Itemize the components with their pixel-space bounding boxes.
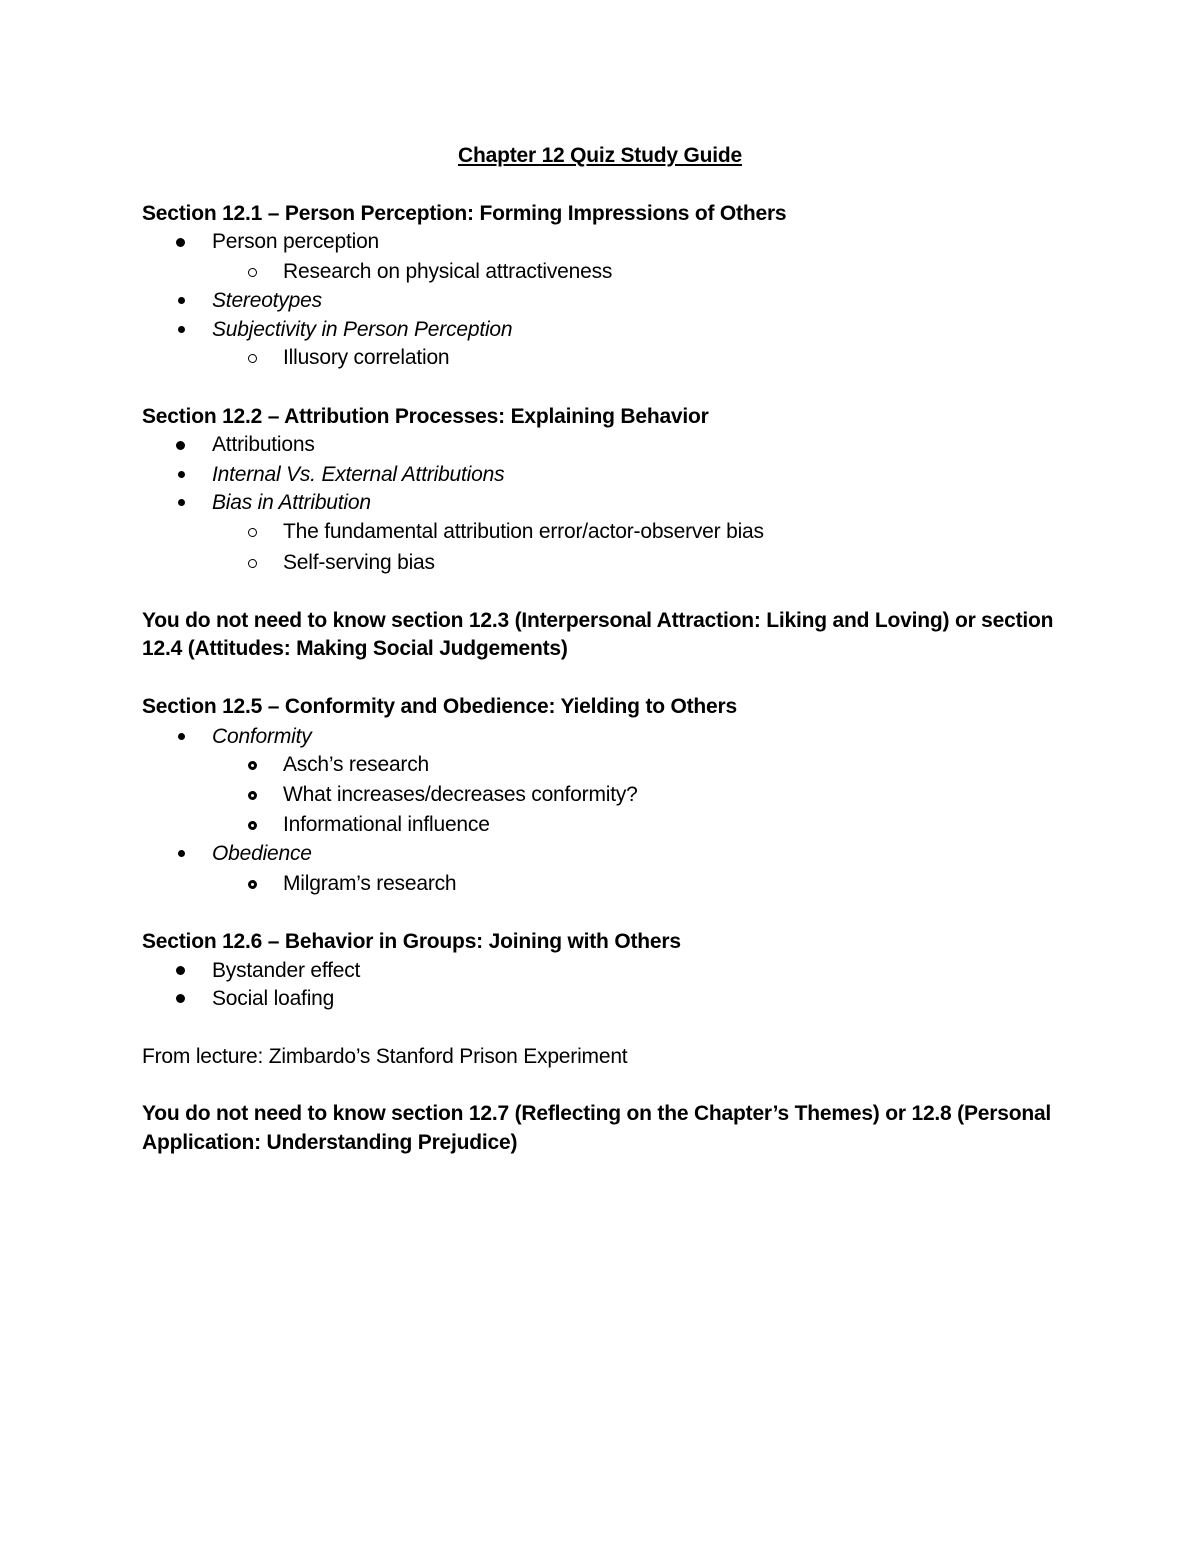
sub-list-item: Self-serving bias (283, 551, 435, 574)
sub-list-item: Asch’s research (283, 753, 430, 776)
list-item: Stereotypes (212, 289, 322, 312)
bullet-dot-icon (178, 471, 185, 478)
exclusion-note-line-2: 12.4 (Attitudes: Making Social Judgements) (142, 637, 568, 660)
bullet-circle-icon (248, 791, 257, 800)
bullet-circle-icon (248, 559, 257, 568)
sub-list-item: Research on physical attractiveness (283, 260, 613, 283)
bullet-dot-icon (176, 966, 185, 975)
sub-list-item: Informational influence (283, 813, 490, 836)
list-item: Social loafing (212, 987, 335, 1010)
list-item: Conformity (212, 725, 312, 748)
bullet-circle-icon (248, 821, 257, 830)
sub-list-item: Milgram’s research (283, 872, 457, 895)
bullet-circle-icon (248, 268, 257, 277)
list-item: Bias in Attribution (212, 491, 371, 514)
bullet-dot-icon (178, 733, 185, 740)
list-item: Bystander effect (212, 959, 361, 982)
bullet-dot-icon (178, 499, 185, 506)
list-item: Internal Vs. External Attributions (212, 463, 505, 486)
sub-list-item: Illusory correlation (283, 346, 450, 369)
exclusion-note-line-1: You do not need to know section 12.3 (Interpersonal Attraction: Liking and Loving) or section (142, 609, 1054, 632)
exclusion-note-2-line-1: You do not need to know section 12.7 (Reflecting on the Chapter’s Themes) or 12.8 (Personal (142, 1102, 1052, 1125)
exclusion-note-2-line-2: Application: Understanding Prejudice) (142, 1131, 518, 1154)
bullet-dot-icon (178, 297, 185, 304)
list-item: Obedience (212, 842, 312, 865)
lecture-note: From lecture: Zimbardo’s Stanford Prison Experiment (142, 1045, 628, 1068)
bullet-circle-icon (248, 354, 257, 363)
sub-list-item: The fundamental attribution error/actor-observer bias (283, 520, 764, 543)
bullet-dot-icon (176, 441, 185, 450)
bullet-circle-icon (248, 880, 257, 889)
bullet-dot-icon (176, 238, 185, 247)
section-12-1-heading: Section 12.1 – Person Perception: Forming Impressions of Others (142, 202, 787, 225)
section-12-2-heading: Section 12.2 – Attribution Processes: Explaining Behavior (142, 405, 709, 428)
bullet-circle-icon (248, 761, 257, 770)
bullet-dot-icon (178, 850, 185, 857)
bullet-dot-icon (178, 326, 185, 333)
document-title: Chapter 12 Quiz Study Guide (458, 144, 742, 167)
section-12-5-heading: Section 12.5 – Conformity and Obedience: Yielding to Others (142, 695, 737, 718)
list-item: Person perception (212, 230, 380, 253)
list-item: Attributions (212, 433, 315, 456)
section-12-6-heading: Section 12.6 – Behavior in Groups: Joining with Others (142, 930, 681, 953)
sub-list-item: What increases/decreases conformity? (283, 783, 638, 806)
bullet-dot-icon (176, 994, 185, 1003)
bullet-circle-icon (248, 528, 257, 537)
list-item: Subjectivity in Person Perception (212, 318, 513, 341)
